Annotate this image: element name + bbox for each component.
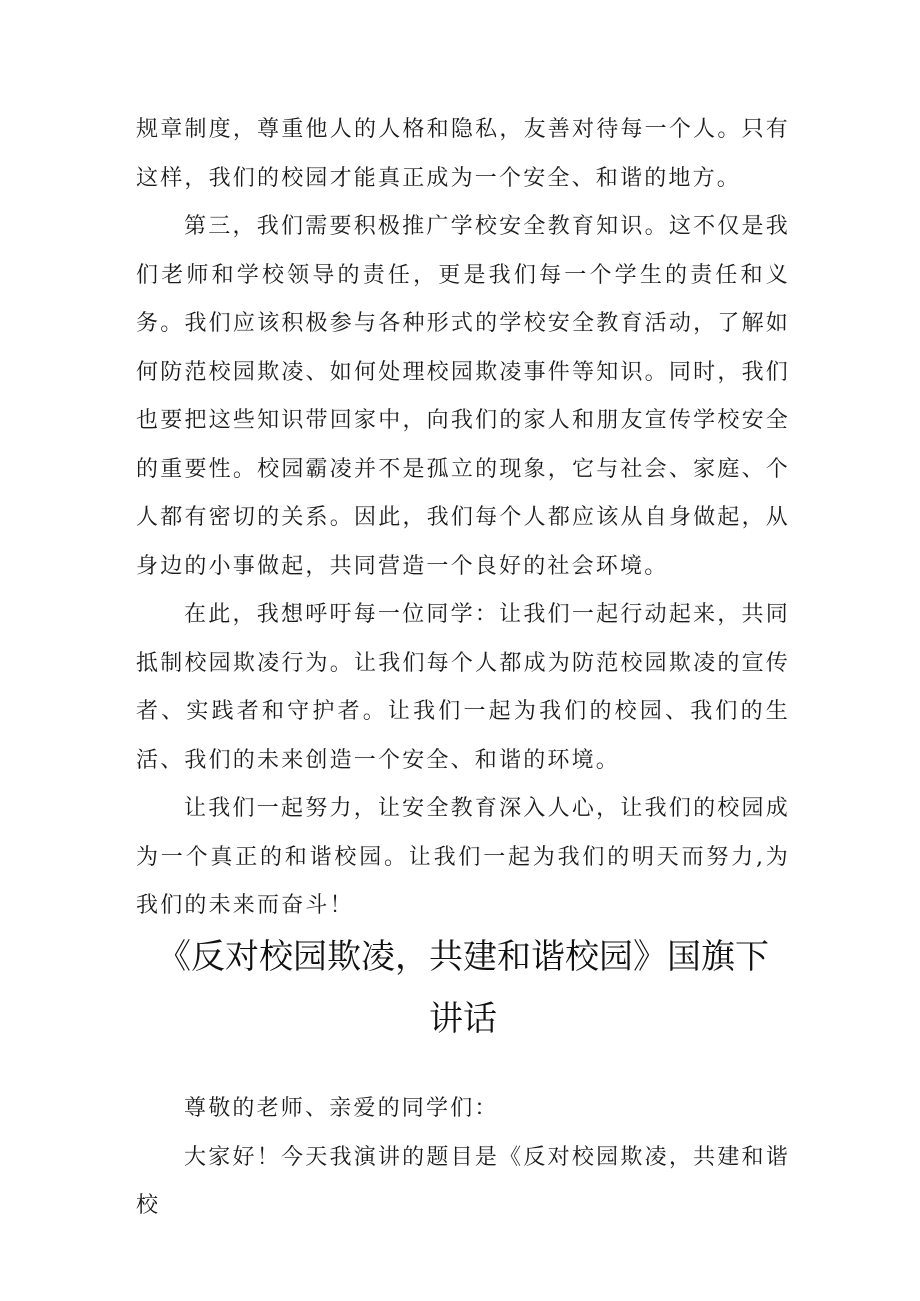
- body-text: [136, 106, 790, 931]
- paragraph-appeal: 在此，我想呼吁每一位同学：让我们一起行动起来，共同抵制校园欺凌行为。让我们每个人都成为防范校园欺凌的宣传者、实践者和守护者。让我们一起为我们的校园、我们的生活、我们的未来创造一个安全、和谐的环境。: [136, 602, 790, 773]
- speech-body: [136, 1085, 790, 1231]
- opening-line: 大家好！今天我演讲的题目是《反对校园欺凌，共建和谐校: [136, 1144, 790, 1218]
- paragraph-third-point: 第三，我们需要积极推广学校安全教育知识。这不仅是我们老师和学校领导的责任，更是我们每一个学生的责任和义务。我们应该积极参与各种形式的学校安全教育活动，了解如何防范校园欺凌、如何处理校园欺凌事件等知识。同时，我们也要把这些知识带回家中，向我们的家人和朋友宣传学校安全的重要性。校园霸凌并不是孤立的现象，它与社会、家庭、个人都有密切的关系。因此，我们每个人都应该从自身做起，从身边的小事做起，共同营造一个良好的社会环境。: [136, 214, 790, 579]
- paragraph-closing: 让我们一起努力，让安全教育深入人心，让我们的校园成为一个真正的和谐校园。让我们一起为我们的明天而努力,为我们的未来而奋斗！: [136, 796, 790, 918]
- salutation: 尊敬的老师、亲爱的同学们：: [184, 1096, 499, 1121]
- speech-title: [136, 926, 790, 1050]
- paragraph-continuation: 规章制度，尊重他人的人格和隐私，友善对待每一个人。只有这样，我们的校园才能真正成为一个安全、和谐的地方。: [136, 117, 790, 191]
- speech-title-line1: 《反对校园欺凌，共建和谐校园》国旗下: [157, 937, 769, 977]
- speech-title-line2: 讲话: [429, 999, 497, 1039]
